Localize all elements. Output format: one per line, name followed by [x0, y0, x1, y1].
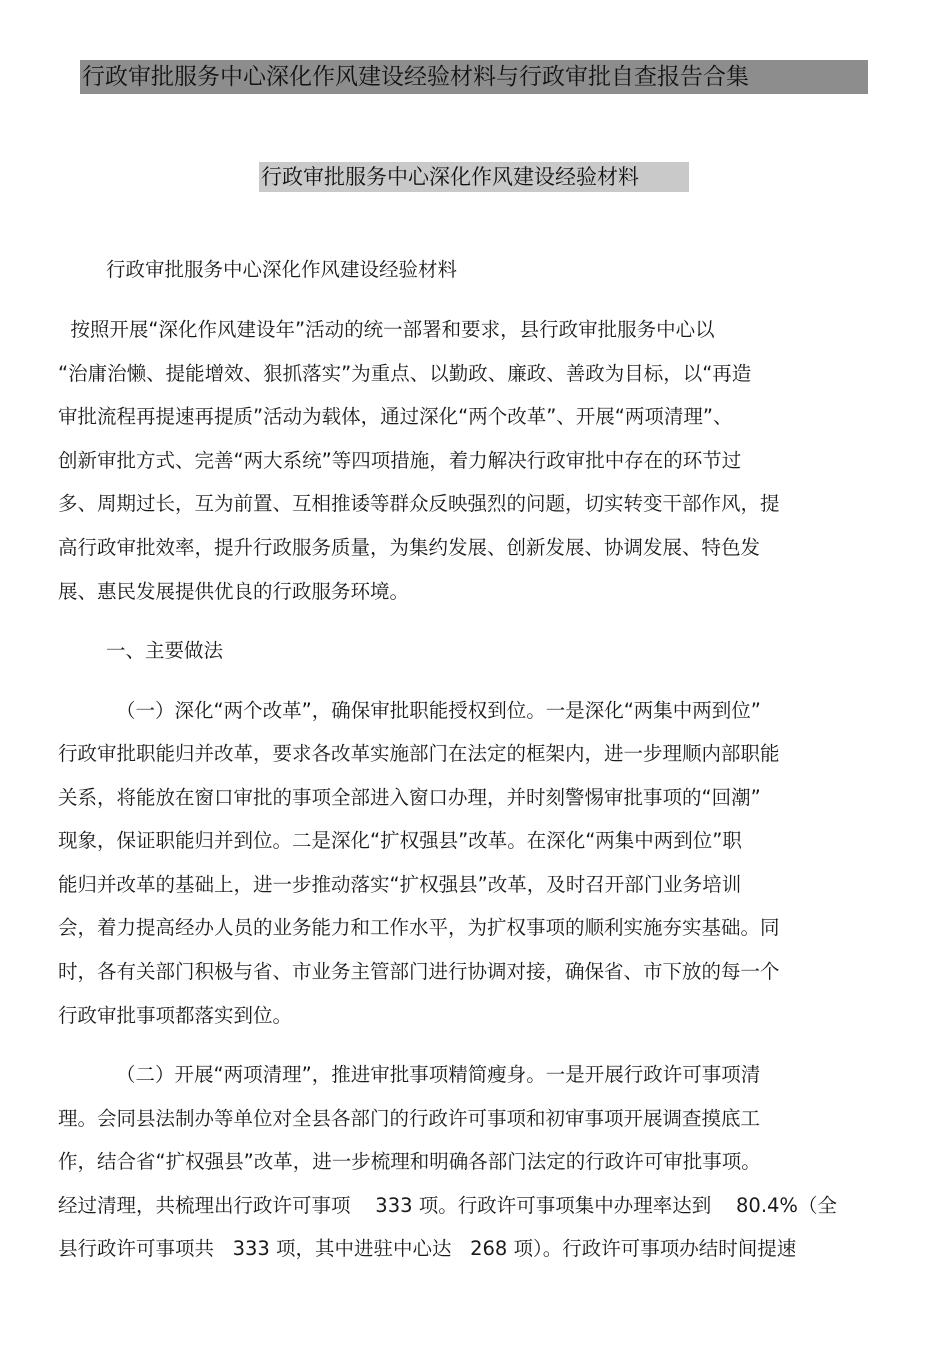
paragraph-line: （二）开展“两项清理”，推进审批事项精简瘦身。一是开展行政许可事项清 [116, 1063, 761, 1086]
paragraph-line: 作，结合省“扩权强县”改革，进一步梳理和明确各部门法定的行政许可审批事项。 [58, 1150, 761, 1173]
document-subtitle: 行政审批服务中心深化作风建设经验材料 [259, 162, 689, 192]
section-heading: 一、主要做法 [106, 639, 224, 662]
paragraph-line: 时，各有关部门积极与省、市业务主管部门进行协调对接，确保省、市下放的每一个 [58, 960, 780, 983]
paragraph-line: 行政审批事项都落实到位。 [58, 1004, 293, 1027]
paragraph-line: 经过清理，共梳理出行政许可事项 333 项。行政许可事项集中办理率达到 80.4%（全 [58, 1194, 837, 1217]
paragraph-line: 展、惠民发展提供优良的行政服务环境。 [58, 580, 410, 603]
paragraph-line: “治庸治懒、提能增效、狠抓落实”为重点、以勤政、廉政、善政为目标，以“再造 [58, 362, 752, 385]
paragraph-line: 关系，将能放在窗口审批的事项全部进入窗口办理，并时刻警惕审批事项的“回潮” [58, 786, 761, 809]
paragraph-line: 按照开展“深化作风建设年”活动的统一部署和要求，县行政审批服务中心以 [58, 318, 715, 341]
paragraph-line: 创新审批方式、完善“两大系统”等四项措施，着力解决行政审批中存在的环节过 [58, 449, 742, 472]
paragraph-line: 理。会同县法制办等单位对全县各部门的行政许可事项和初审事项开展调查摸底工 [58, 1107, 761, 1130]
paragraph-line: 多、周期过长，互为前置、互相推诿等群众反映强烈的问题，切实转变干部作风，提 [58, 492, 780, 515]
document-title: 行政审批服务中心深化作风建设经验材料与行政审批自查报告合集 [80, 60, 868, 94]
paragraph-line: 县行政许可事项共 333 项，其中进驻中心达 268 项）。行政许可事项办结时间提速 [58, 1237, 797, 1260]
paragraph-line: 行政审批职能归并改革，要求各改革实施部门在法定的框架内，进一步理顺内部职能 [58, 742, 780, 765]
paragraph-line: （一）深化“两个改革”，确保审批职能授权到位。一是深化“两集中两到位” [116, 699, 761, 722]
intro-title: 行政审批服务中心深化作风建设经验材料 [106, 258, 458, 281]
paragraph-line: 现象，保证职能归并到位。二是深化“扩权强县”改革。在深化“两集中两到位”职 [58, 829, 742, 852]
paragraph-line: 会，着力提高经办人员的业务能力和工作水平，为扩权事项的顺利实施夯实基础。同 [58, 916, 780, 939]
paragraph-line: 能归并改革的基础上，进一步推动落实“扩权强县”改革，及时召开部门业务培训 [58, 873, 742, 896]
paragraph-line: 高行政审批效率，提升行政服务质量，为集约发展、创新发展、协调发展、特色发 [58, 536, 761, 559]
paragraph-line: 审批流程再提速再提质”活动为载体，通过深化“两个改革”、开展“两项清理”、 [58, 405, 733, 428]
